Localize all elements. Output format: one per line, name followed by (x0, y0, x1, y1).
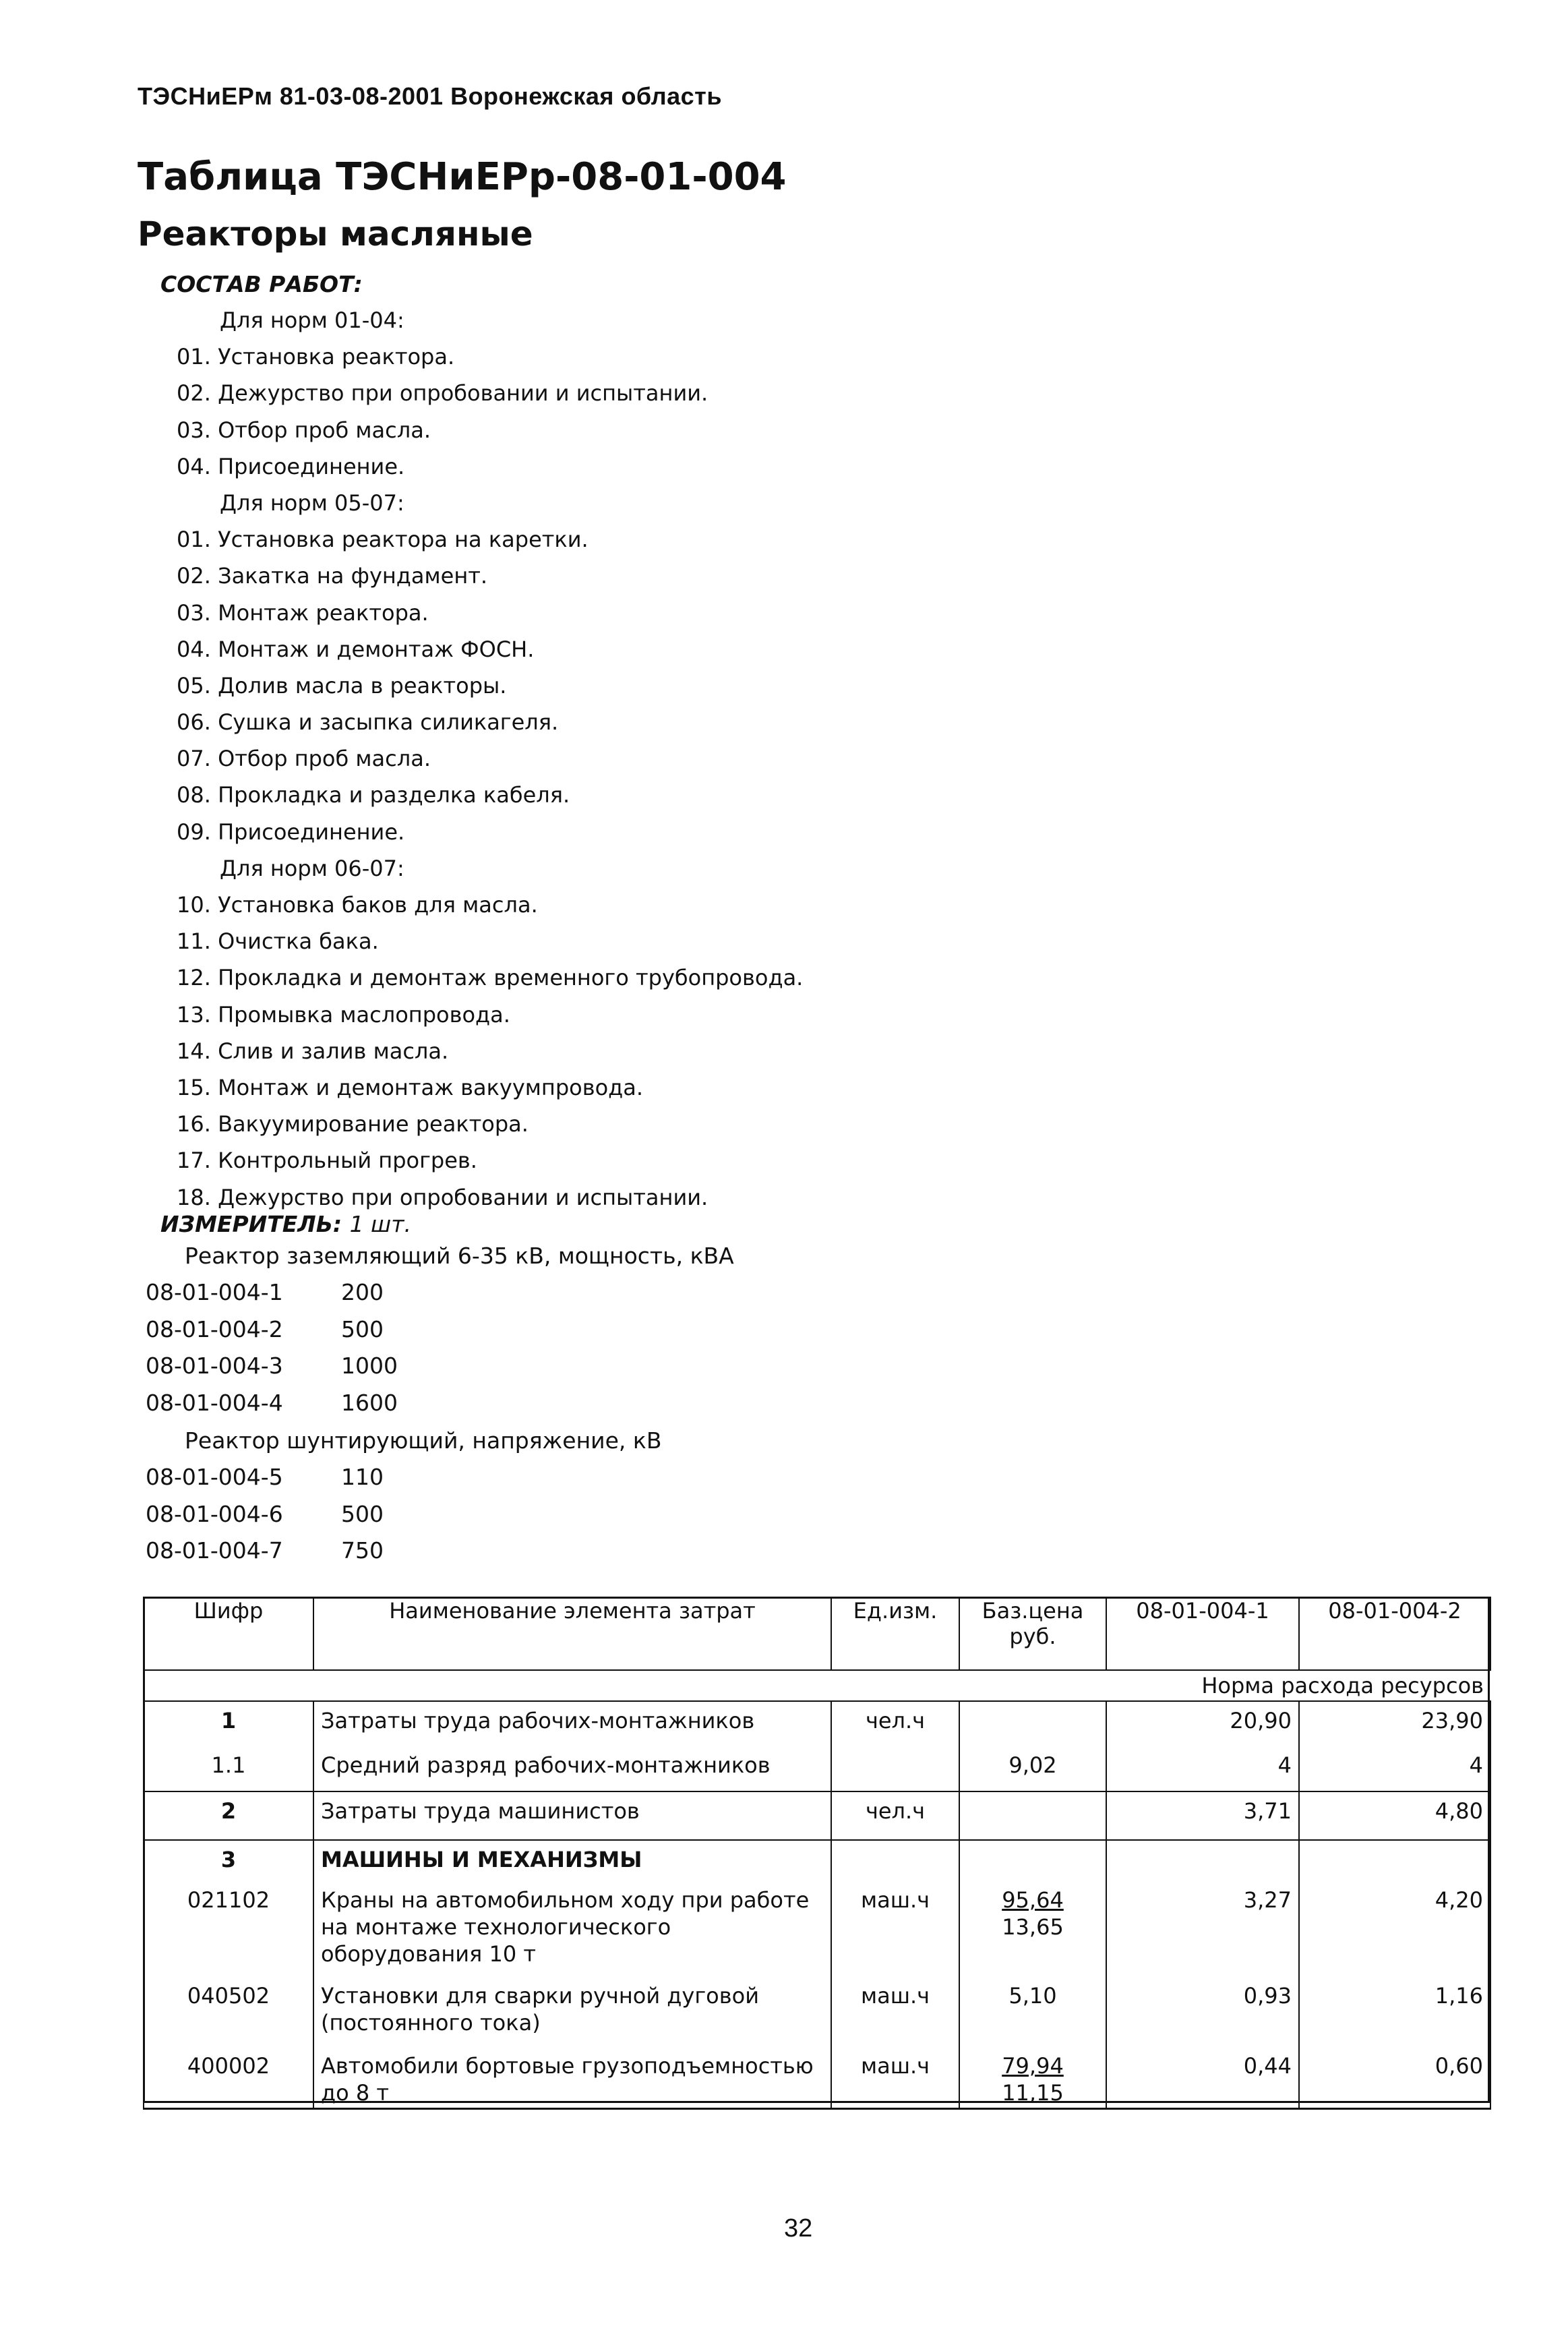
code-row (146, 1459, 955, 1496)
cell-norm-2: 4,20 (1299, 1881, 1490, 1977)
cell-unit: чел.ч (831, 1701, 959, 1746)
cell-unit (831, 1746, 959, 1791)
cell-price (959, 1881, 1106, 1977)
norm-code: 08-01-004-3 (146, 1353, 283, 1379)
norm-caption-row (144, 1670, 1490, 1701)
cell-price (959, 2047, 1106, 2109)
code-row (146, 1311, 955, 1348)
work-item: 16. Вакуумирование реактора. (177, 1111, 529, 1137)
code-row (146, 1496, 955, 1533)
cell-name: Средний разряд рабочих-монтажников (313, 1746, 831, 1791)
composition-heading: СОСТАВ РАБОТ: (160, 271, 363, 297)
table-subtitle: Реакторы масляные (138, 214, 533, 254)
work-item: 15. Монтаж и демонтаж вакуумпровода. (177, 1074, 644, 1100)
cell-price (959, 1840, 1106, 1881)
cell-norm-2: 1,16 (1299, 1977, 1490, 2047)
header-norm-1: 08-01-004-1 (1106, 1597, 1299, 1670)
cell-name: Краны на автомобильном ходу при работе на монтаже технологического оборудования 10 т (313, 1881, 831, 1977)
resources-table (143, 1597, 1491, 2110)
work-item: 06. Сушка и засыпка силикагеля. (177, 709, 559, 736)
cell-name: МАШИНЫ И МЕХАНИЗМЫ (313, 1840, 831, 1881)
cell-norm-2: 4 (1299, 1746, 1490, 1791)
code-row (146, 1348, 955, 1385)
cell-norm-2: 23,90 (1299, 1701, 1490, 1746)
cell-norm-1: 0,93 (1106, 1977, 1299, 2047)
table-row (144, 2047, 1490, 2109)
works-subheading: Для норм 06-07: (220, 855, 404, 881)
header-norm-2: 08-01-004-2 (1299, 1597, 1490, 1670)
group-caption: Реактор шунтирующий, напряжение, кВ (185, 1427, 662, 1454)
norm-value: 200 (341, 1279, 384, 1305)
norm-code: 08-01-004-7 (146, 1537, 283, 1564)
header-price: Баз.цена руб. (959, 1597, 1106, 1670)
cell-name: Автомобили бортовые грузоподъемностью до 8 т (313, 2047, 831, 2109)
meter-unit: 1 шт. (349, 1211, 411, 1237)
cell-norm-1 (1106, 1840, 1299, 1881)
meter-heading (160, 1211, 411, 1237)
code-row (146, 1533, 955, 1570)
cell-code: 1 (144, 1701, 313, 1746)
norm-value: 500 (341, 1315, 384, 1342)
cell-norm-1: 0,44 (1106, 2047, 1299, 2109)
group-grounding-reactor (146, 1238, 955, 1421)
work-item: 03. Монтаж реактора. (177, 599, 429, 626)
cell-name: Затраты труда рабочих-монтажников (313, 1701, 831, 1746)
cell-code: 021102 (144, 1881, 313, 1977)
work-item: 01. Установка реактора. (177, 344, 455, 370)
norm-value: 1000 (341, 1353, 398, 1379)
price-base: 79,94 (1002, 2053, 1064, 2079)
norm-value: 500 (341, 1500, 384, 1527)
cell-code: 1.1 (144, 1746, 313, 1791)
cell-norm-1: 20,90 (1106, 1701, 1299, 1746)
page-number: 32 (784, 2214, 813, 2243)
cell-code: 3 (144, 1840, 313, 1881)
work-item: 02. Дежурство при опробовании и испытании. (177, 380, 708, 407)
work-item: 05. Долив масла в реакторы. (177, 672, 507, 699)
norm-code: 08-01-004-1 (146, 1279, 283, 1305)
code-row (146, 1385, 955, 1422)
table-header-row (144, 1597, 1490, 1670)
price-wage: 13,65 (1002, 1914, 1064, 1940)
cell-price (959, 1746, 1106, 1791)
cell-norm-1: 3,27 (1106, 1881, 1299, 1977)
cell-unit: маш.ч (831, 1977, 959, 2047)
work-item: 14. Слив и залив масла. (177, 1038, 449, 1064)
price-base: 9,02 (1008, 1752, 1057, 1778)
cell-unit: маш.ч (831, 1881, 959, 1977)
work-item: 13. Промывка маслопровода. (177, 1001, 510, 1028)
cell-name: Установки для сварки ручной дуговой (постоянного тока) (313, 1977, 831, 2047)
cell-code: 2 (144, 1791, 313, 1840)
document-header: ТЭСНиЕРм 81-03-08-2001 Воронежская область (138, 82, 722, 110)
norm-caption: Норма расхода ресурсов (144, 1670, 1490, 1701)
table-row (144, 1791, 1490, 1840)
header-code: Шифр (144, 1597, 313, 1670)
norm-value: 750 (341, 1537, 384, 1564)
meter-label: ИЗМЕРИТЕЛЬ: (160, 1211, 342, 1237)
cell-price (959, 1977, 1106, 2047)
code-row (146, 1274, 955, 1311)
group-caption: Реактор заземляющий 6-35 кВ, мощность, кВА (185, 1243, 734, 1269)
price-base: 5,10 (1008, 1983, 1057, 2009)
table-row (144, 1881, 1490, 1977)
work-item: 12. Прокладка и демонтаж временного трубопровода. (177, 965, 804, 991)
norm-code: 08-01-004-6 (146, 1500, 283, 1527)
norm-code: 08-01-004-4 (146, 1389, 283, 1416)
norm-code: 08-01-004-2 (146, 1315, 283, 1342)
norm-value: 1600 (341, 1389, 398, 1416)
cell-norm-1: 4 (1106, 1746, 1299, 1791)
cell-unit: чел.ч (831, 1791, 959, 1840)
norm-value: 110 (341, 1464, 384, 1490)
work-item: 17. Контрольный прогрев. (177, 1148, 477, 1174)
norm-code: 08-01-004-5 (146, 1464, 283, 1490)
table-row (144, 1701, 1490, 1746)
cell-price (959, 1701, 1106, 1746)
cell-code: 040502 (144, 1977, 313, 2047)
table-row (144, 1746, 1490, 1791)
works-subheading: Для норм 01-04: (220, 307, 404, 333)
cell-norm-2: 0,60 (1299, 2047, 1490, 2109)
work-item: 10. Установка баков для масла. (177, 892, 538, 918)
group-shunt-reactor (146, 1423, 955, 1570)
header-unit: Ед.изм. (831, 1597, 959, 1670)
work-item: 11. Очистка бака. (177, 928, 379, 955)
table-row (144, 1977, 1490, 2047)
work-item: 08. Прокладка и разделка кабеля. (177, 782, 570, 808)
work-item: 04. Присоединение. (177, 453, 405, 479)
cell-norm-1: 3,71 (1106, 1791, 1299, 1840)
price-wage: 11,15 (1002, 2080, 1064, 2106)
cell-norm-2 (1299, 1840, 1490, 1881)
cell-price (959, 1791, 1106, 1840)
work-item: 03. Отбор проб масла. (177, 417, 431, 443)
cell-unit (831, 1840, 959, 1881)
work-item: 09. Присоединение. (177, 819, 405, 845)
work-item: 02. Закатка на фундамент. (177, 563, 488, 589)
work-item: 01. Установка реактора на каретки. (177, 527, 589, 553)
price-base: 95,64 (1002, 1887, 1064, 1913)
cell-unit: маш.ч (831, 2047, 959, 2109)
table-title: Таблица ТЭСНиЕРр-08-01-004 (138, 155, 787, 199)
work-item: 07. Отбор проб масла. (177, 746, 431, 772)
work-item: 04. Монтаж и демонтаж ФОСН. (177, 636, 535, 662)
cell-norm-2: 4,80 (1299, 1791, 1490, 1840)
works-subheading: Для норм 05-07: (220, 490, 404, 516)
table-row (144, 1840, 1490, 1881)
works-list (177, 302, 1188, 1216)
work-item: 18. Дежурство при опробовании и испытании. (177, 1184, 708, 1210)
cell-code: 400002 (144, 2047, 313, 2109)
header-name: Наименование элемента затрат (313, 1597, 831, 1670)
cell-name: Затраты труда машинистов (313, 1791, 831, 1840)
